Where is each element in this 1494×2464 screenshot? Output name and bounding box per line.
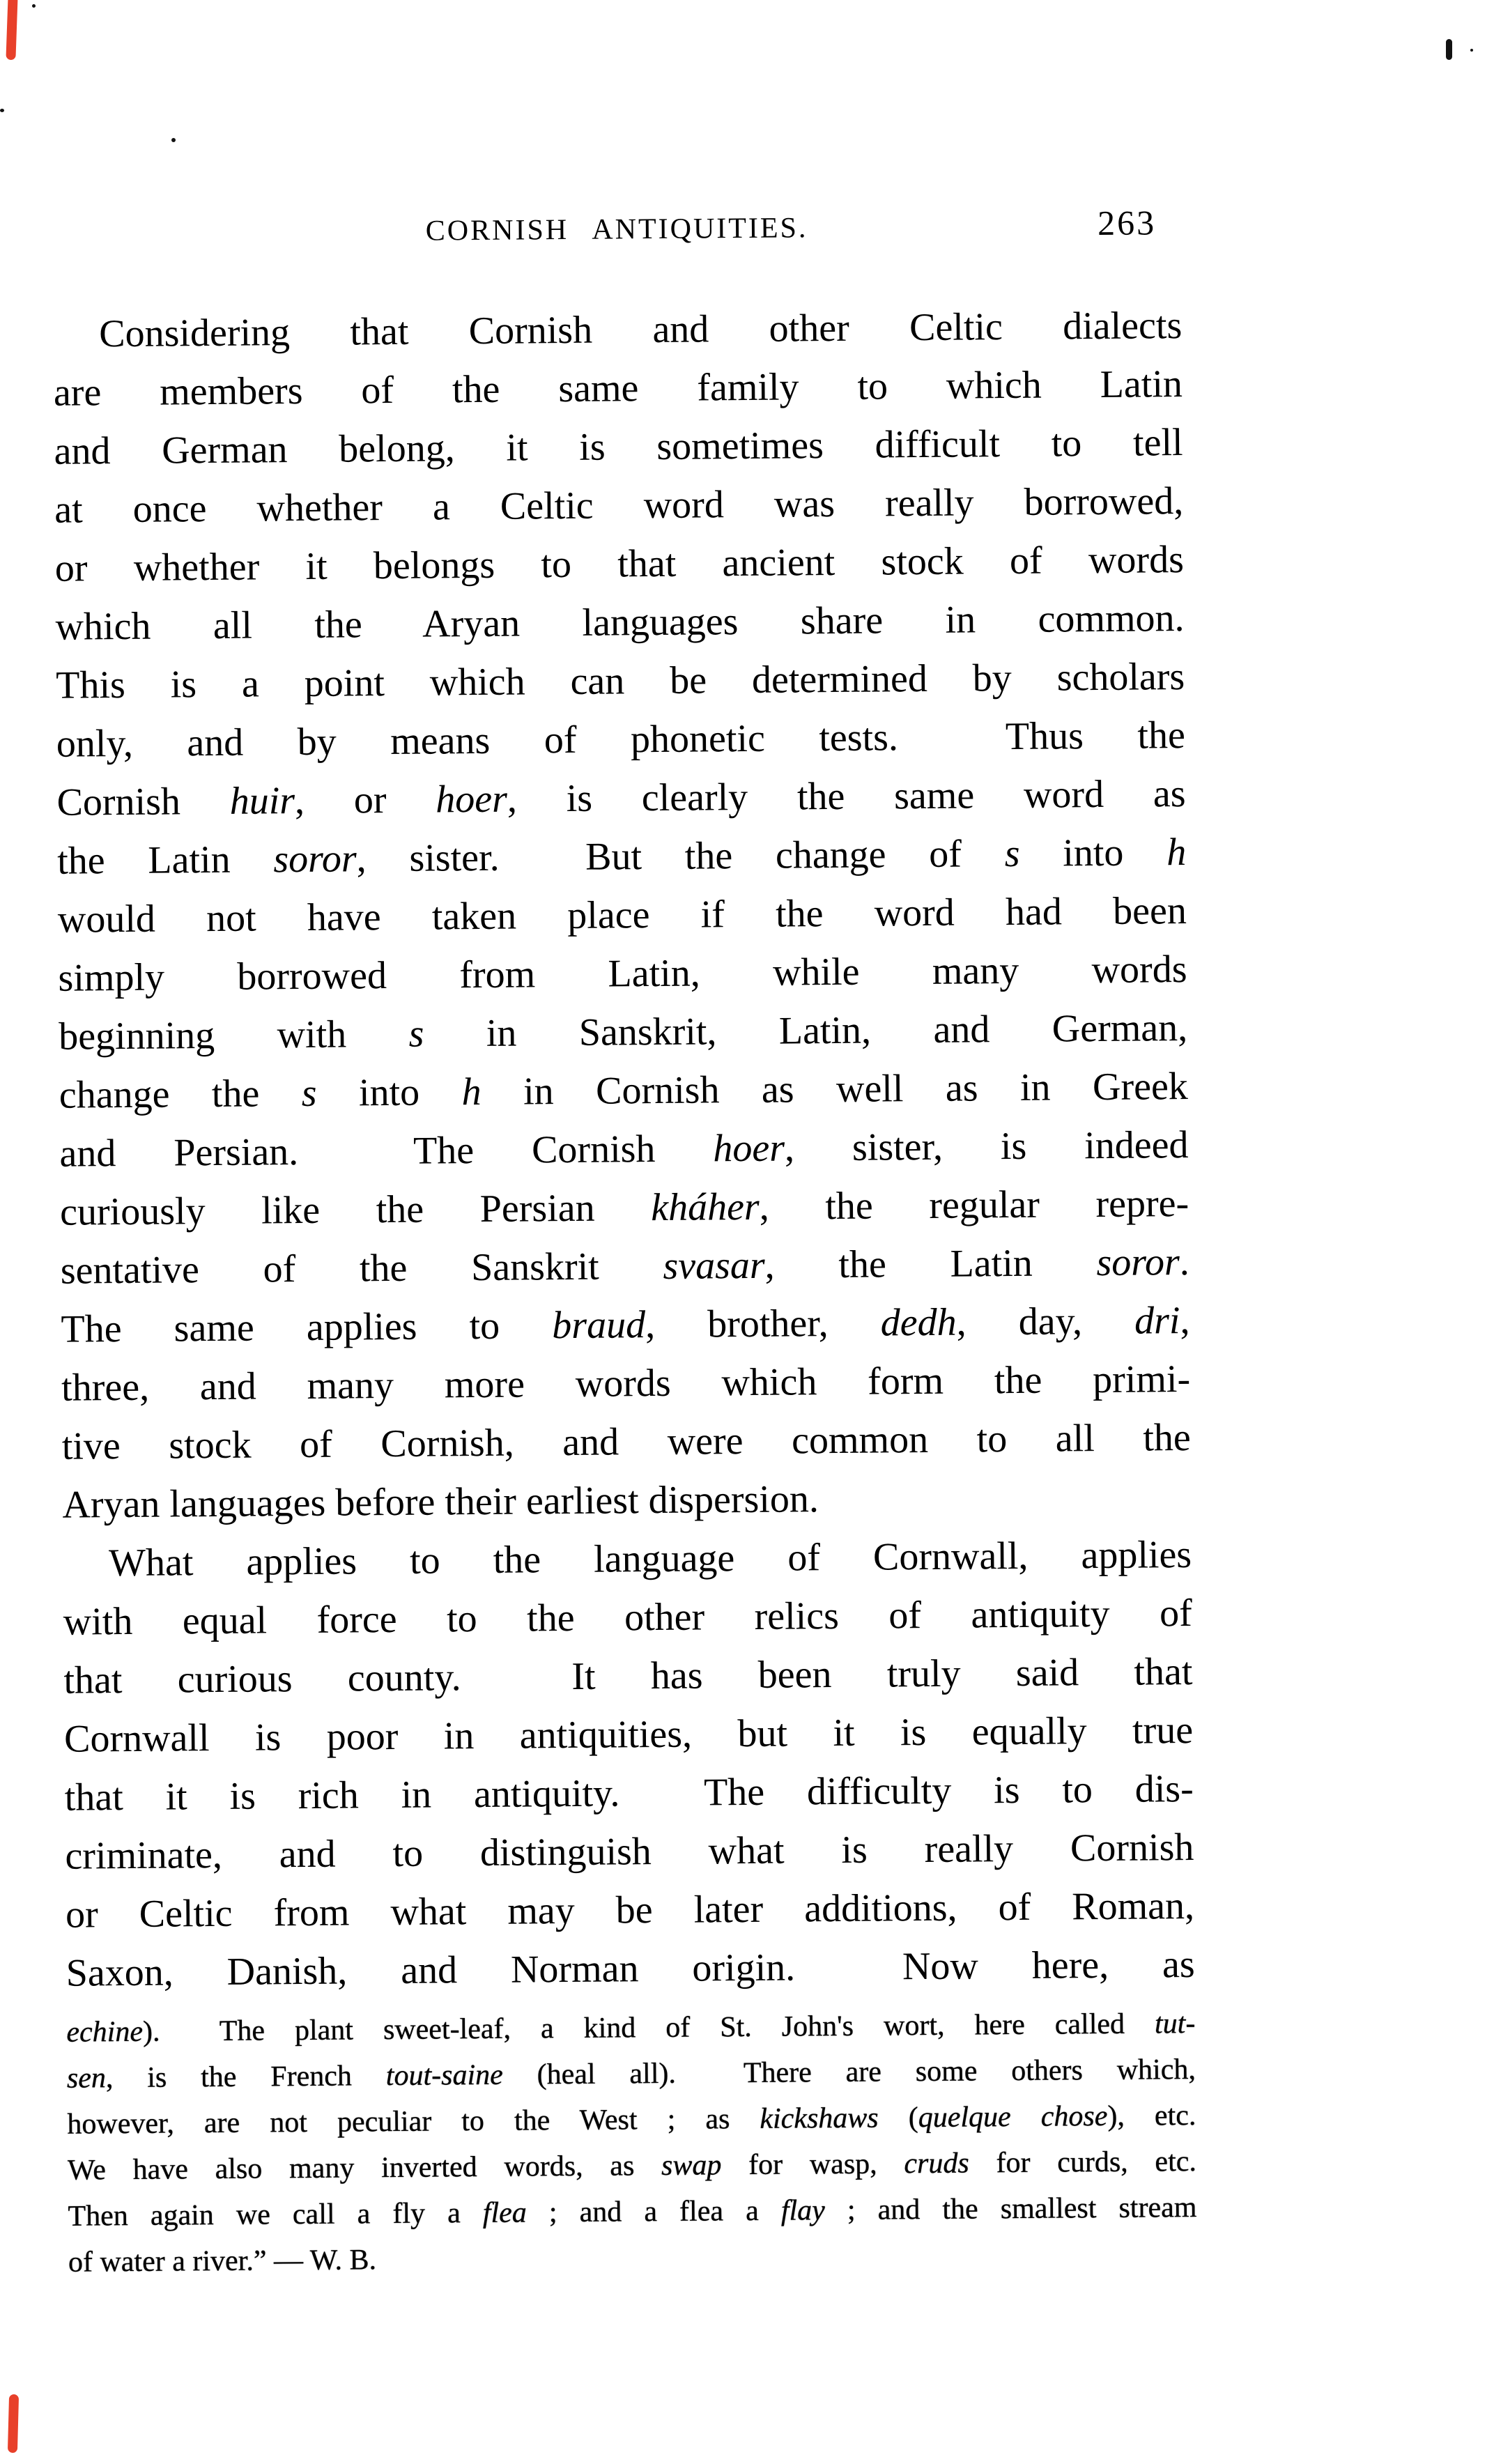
page-number: 263	[1097, 203, 1157, 243]
body-line	[55, 589, 1185, 656]
body-text	[53, 296, 1195, 2003]
body-line	[63, 1642, 1193, 1710]
body-line	[63, 1584, 1192, 1651]
text-run: simply borrowed from Latin, while many words	[58, 948, 1187, 1000]
italic-term: kháher	[650, 1185, 760, 1230]
text-run: (heal all). There are some others which,	[502, 2053, 1196, 2091]
running-header	[52, 203, 1181, 254]
body-line	[66, 1877, 1195, 1944]
text-run: Saxon, Danish, and Norman origin. Now here, as	[66, 1942, 1195, 1995]
text-run: , is the French	[105, 2060, 386, 2095]
text-run: The same applies to	[61, 1304, 553, 1351]
text-run: Aryan languages before their earliest dispersion.	[62, 1477, 819, 1527]
text-run: or whether it belongs to that ancient stock of words	[54, 538, 1185, 590]
body-line	[59, 999, 1188, 1066]
text-run: What applies to the language of Cornwall, applies	[108, 1533, 1192, 1585]
text-run: We have also many inverted words, as	[67, 2150, 662, 2187]
body-line	[66, 1935, 1195, 2003]
body-line	[58, 881, 1187, 949]
text-run: sentative of the Sanskrit	[60, 1244, 663, 1293]
text-run: are members of the same family to which Latin	[53, 362, 1183, 415]
body-line	[64, 1701, 1194, 1769]
body-line	[63, 1525, 1192, 1593]
text-run: in Sanskrit, Latin, and German,	[424, 1006, 1188, 1056]
text-run: Considering that Cornish and other Celtic dialects	[99, 304, 1183, 356]
italic-term: svasar	[663, 1243, 765, 1288]
body-line	[60, 1174, 1189, 1242]
text-run: however, are not peculiar to the West ; as	[67, 2102, 760, 2141]
italic-term: tut-	[1154, 2007, 1196, 2040]
text-run: , the Latin	[764, 1241, 1097, 1287]
text-run: , is clearly the same word as	[507, 772, 1186, 821]
text-run: change the	[59, 1072, 302, 1117]
body-line	[58, 940, 1187, 1008]
body-line	[54, 413, 1183, 481]
body-line	[59, 1116, 1189, 1183]
text-run: the Latin	[56, 838, 274, 883]
body-line	[57, 823, 1187, 891]
text-run: for wasp,	[721, 2148, 904, 2182]
text-run: into	[316, 1070, 462, 1115]
italic-term: echine	[66, 2015, 144, 2049]
text-run: , the regular repre-	[759, 1182, 1189, 1229]
page-title: CORNISH ANTIQUITIES.	[425, 212, 808, 247]
body-line	[62, 1467, 1192, 1534]
text-run: with equal force to the other relics of antiquity of	[63, 1592, 1192, 1644]
italic-term: tout-saine	[385, 2058, 503, 2093]
text-run: tive stock of Cornish, and were common to all the	[61, 1416, 1191, 1468]
text-run: and Persian. The Cornish	[59, 1127, 714, 1176]
body-line	[65, 1818, 1194, 1886]
italic-term: h	[461, 1070, 482, 1114]
text-run: and German belong, it is sometimes difficult to tell	[54, 421, 1183, 473]
italic-term: s	[1004, 831, 1020, 876]
text-run: Then again we call a fly a	[68, 2197, 484, 2233]
text-run: would not have taken place if the word had been	[57, 889, 1187, 941]
text-run: in Cornish as well as in Greek	[481, 1065, 1189, 1114]
text-run: ; and a flea a	[526, 2194, 782, 2229]
body-line	[53, 296, 1183, 364]
text-run: of water a river.” — W. B.	[68, 2244, 377, 2279]
italic-term: dri	[1134, 1299, 1180, 1343]
text-run: , sister, is indeed	[784, 1123, 1189, 1170]
italic-term: soror	[1096, 1240, 1180, 1285]
italic-term: kickshaws	[760, 2102, 879, 2135]
text-run: that curious county. It has been truly said that	[63, 1650, 1193, 1702]
footnote-line	[68, 2231, 1197, 2286]
body-line	[56, 647, 1185, 715]
text-run: at once whether a Celtic word was really borrowed,	[54, 479, 1184, 532]
text-run: .	[1179, 1240, 1190, 1284]
text-run: Cornish	[56, 779, 230, 824]
body-line	[60, 1233, 1189, 1300]
body-line	[54, 355, 1183, 422]
text-run: , or	[294, 778, 436, 823]
italic-term: cruds	[904, 2147, 969, 2180]
italic-term: flea	[482, 2196, 527, 2230]
text-run: , sister. But the change of	[356, 832, 1005, 881]
body-line	[54, 472, 1184, 539]
text-run: into	[1019, 831, 1167, 875]
text-run: for curds, etc.	[969, 2145, 1197, 2180]
italic-term: braud	[552, 1303, 646, 1348]
text-run: three, and many more words which form the primi-	[61, 1357, 1191, 1410]
text-run: , day,	[956, 1299, 1135, 1344]
text-run: only, and by means of phonetic tests. Thus the	[56, 714, 1186, 766]
text-run: ,	[1180, 1299, 1190, 1343]
body-line	[56, 764, 1186, 832]
italic-term: h	[1166, 831, 1187, 875]
body-line	[61, 1350, 1191, 1417]
italic-term: swap	[661, 2149, 722, 2182]
italic-term: soror	[273, 837, 357, 881]
text-run: criminate, and to distinguish what is really Cornish	[65, 1825, 1194, 1878]
body-line	[61, 1408, 1191, 1476]
italic-term: dedh	[880, 1300, 957, 1345]
text-run: ; and the smallest stream	[824, 2191, 1197, 2227]
text-run: beginning with	[58, 1012, 409, 1058]
text-run: that it is rich in antiquity. The difficulty is to dis-	[64, 1766, 1194, 1819]
text-run: (	[878, 2102, 918, 2134]
text-run: Cornwall is poor in antiquities, but it is equally true	[63, 1709, 1194, 1761]
italic-term: flay	[780, 2194, 825, 2227]
text-run: which all the Aryan languages share in common.	[55, 596, 1185, 649]
italic-term: sen	[66, 2062, 107, 2095]
footnote	[66, 2001, 1197, 2286]
text-run: , brother,	[645, 1301, 881, 1347]
text-run: or Celtic from what may be later additions, of Roman,	[65, 1884, 1195, 1936]
italic-term: huir	[229, 779, 295, 823]
text-run: ). The plant sweet-leaf, a kind of St. John's wort, here called	[142, 2008, 1155, 2048]
footnote-line	[68, 2185, 1196, 2240]
text-run: ), etc.	[1107, 2099, 1196, 2132]
body-line	[64, 1760, 1194, 1827]
italic-term: quelque chose	[918, 2100, 1108, 2134]
text-run: This is a point which can be determined by scholars	[55, 655, 1185, 707]
italic-term: s	[408, 1012, 424, 1056]
body-line	[56, 706, 1186, 773]
italic-term: hoer	[713, 1126, 785, 1171]
italic-term: hoer	[436, 777, 508, 822]
italic-term: s	[301, 1071, 317, 1116]
body-line	[61, 1291, 1190, 1359]
body-line	[59, 1057, 1189, 1125]
body-line	[55, 530, 1185, 598]
text-run: curiously like the Persian	[59, 1186, 652, 1234]
